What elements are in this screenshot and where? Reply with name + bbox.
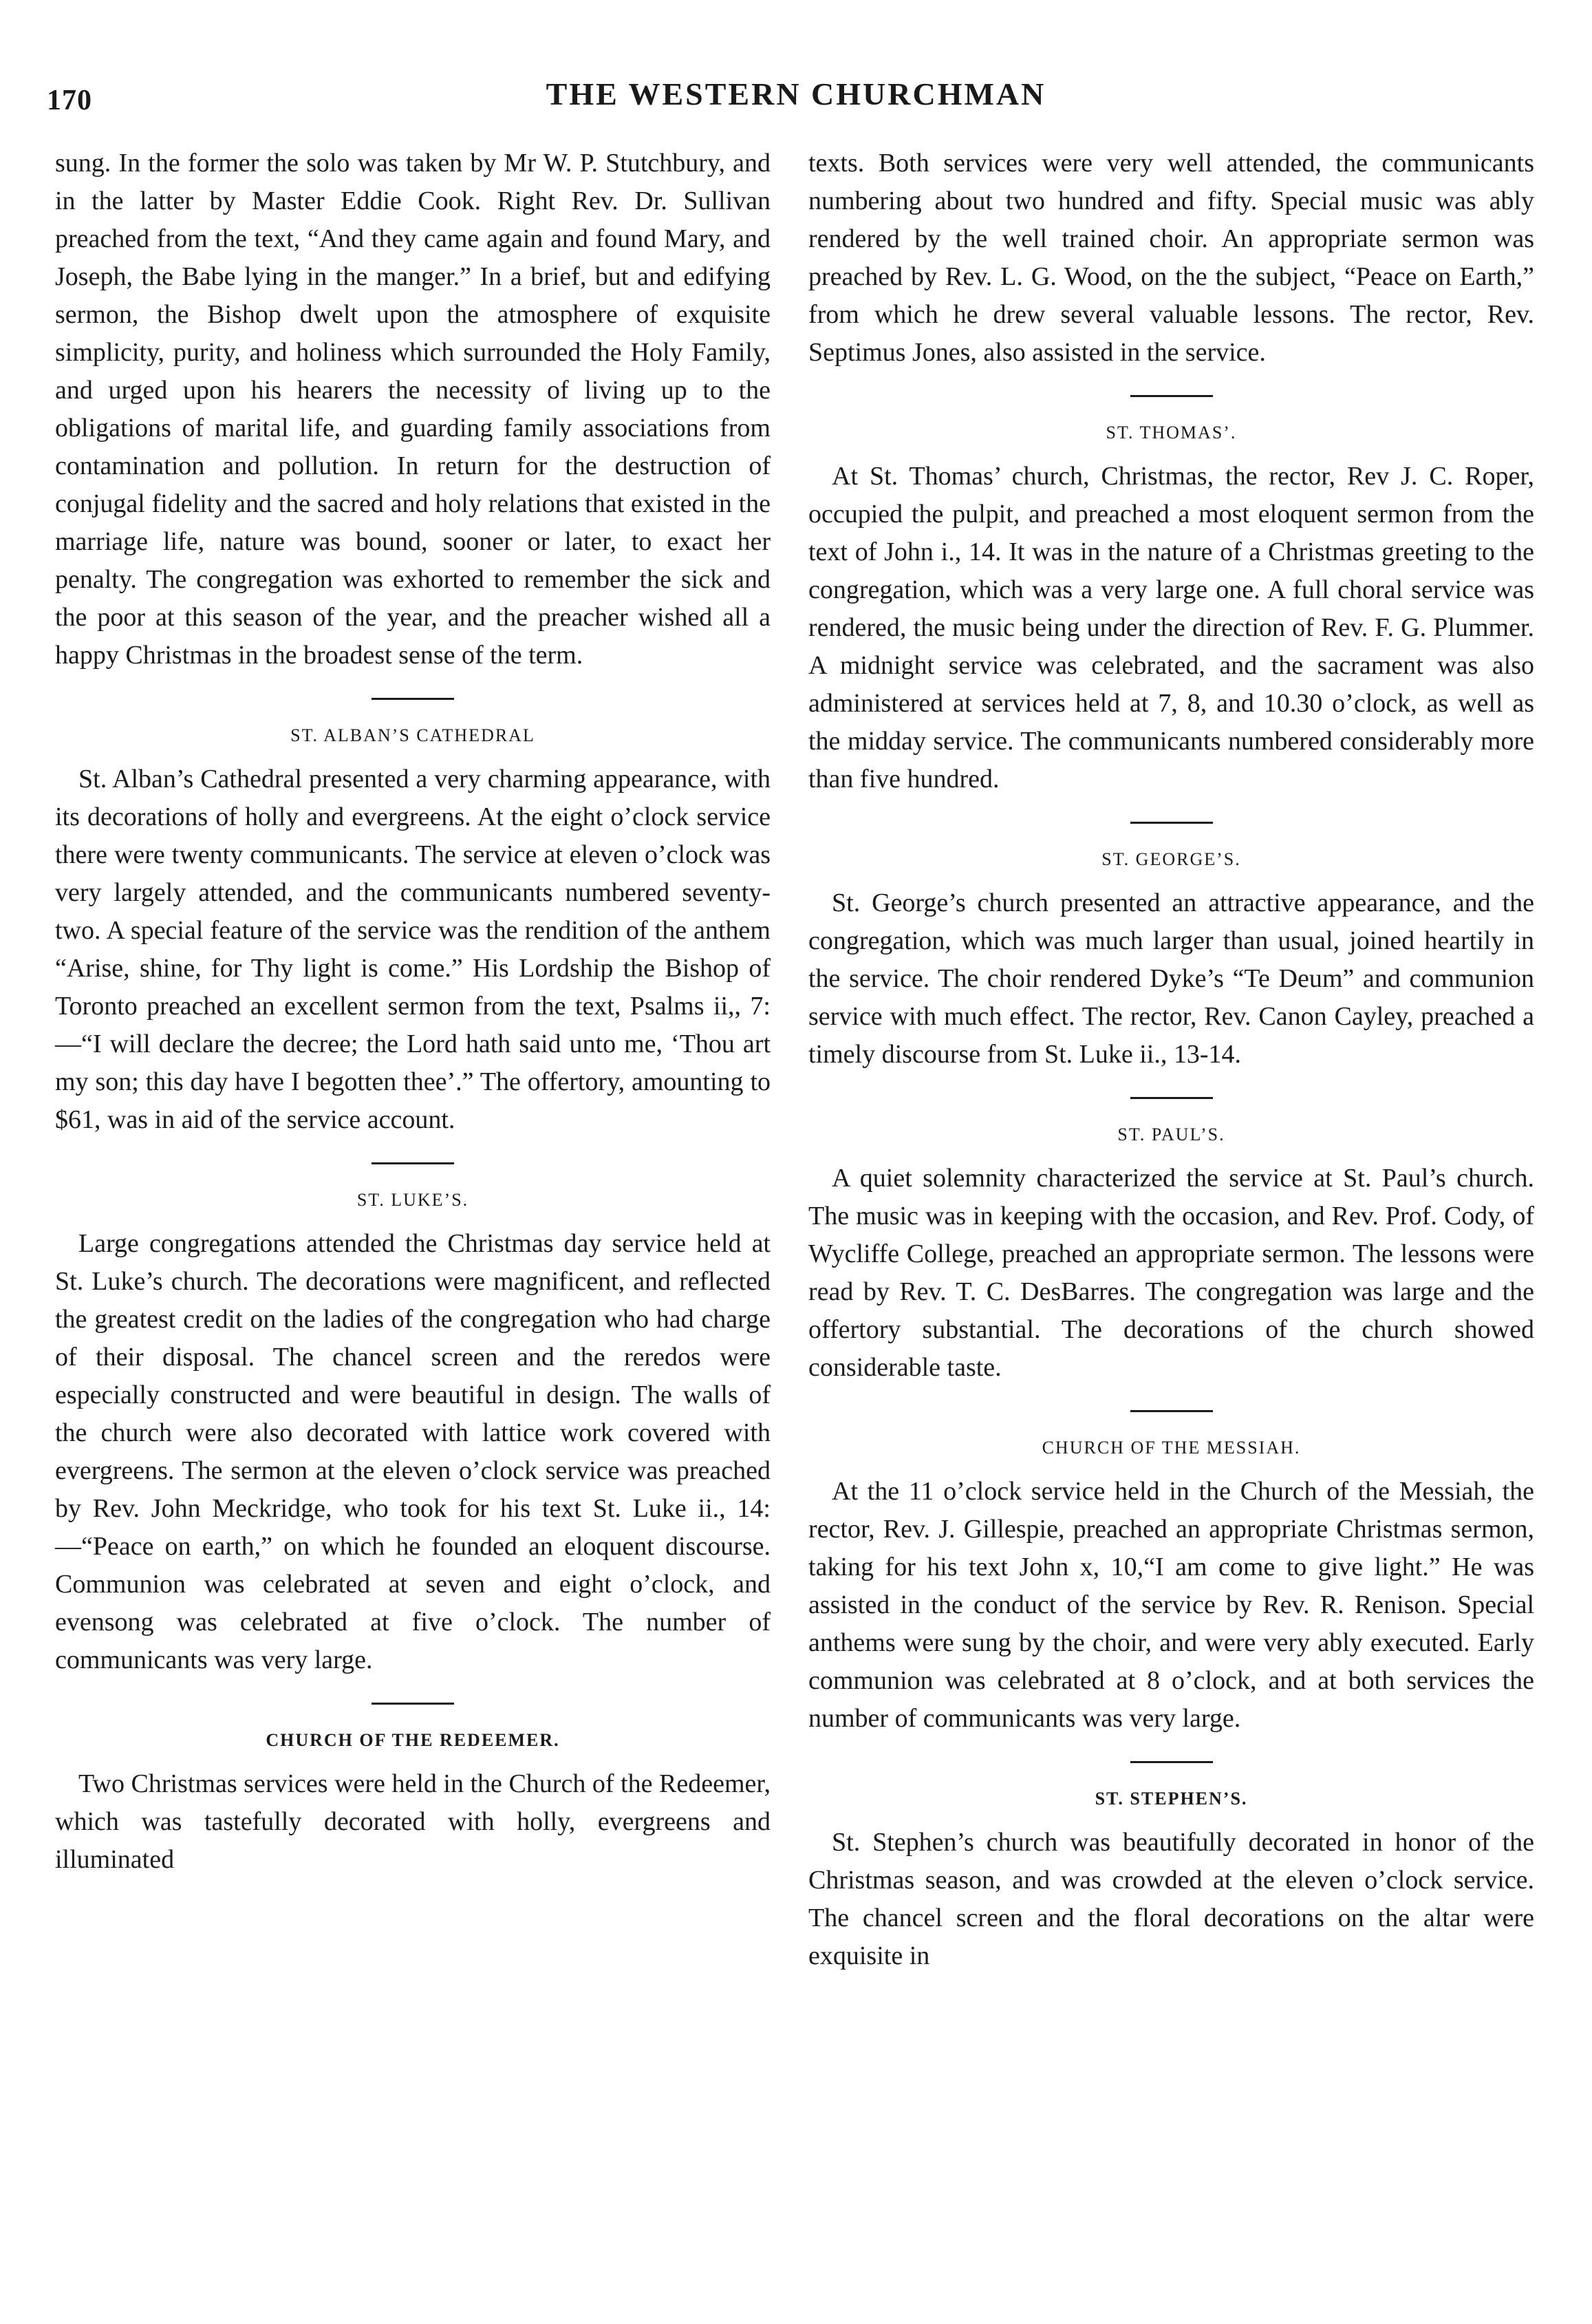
section-heading-st-georges: ST. GEORGE’S. xyxy=(1101,849,1241,869)
page-number: 170 xyxy=(47,85,92,116)
redeemer-paragraph: Two Christmas services were held in the Church of the Redeemer, which was tastefully decorated with holly, evergreens and illuminated xyxy=(55,1769,771,1874)
continuation-paragraph: texts. Both services were very well attended, the communicants numbering about two hundred and fifty. Special music was ably rendered by the well trained choir. An appropriate sermon was preached by Rev. L. G. Wood, on the the subject, “Peace on Earth,” from which he drew several valuable lessons. The rector, Rev. Septimus Jones, also assisted in the service. xyxy=(808,149,1534,367)
intro-paragraph: sung. In the former the solo was taken by Mr W. P. Stutchbury, and in the latter by Master Eddie Cook. Right Rev. Dr. Sullivan preached from the text, “And they came again and found Mary, and Joseph, the Babe lying in the manger.” In a brief, but and edifying sermon, the Bishop dwelt upon the atmosphere of exquisite simplicity, purity, and holiness which surrounded the Holy Family, and urged upon his hearers the necessity of living up to the obligations of marital life, and guarding family associations from contamination and pollution. In return for the destruction of conjugal fidelity and the sacred and holy relations that existed in the marriage life, nature was bound, sooner or later, to exact her penalty. The congregation was exhorted to remember the sick and the poor at this season of the year, and the preacher wished all a happy Christmas in the broadest sense of the term. xyxy=(55,149,771,670)
section-divider xyxy=(1130,1410,1213,1412)
st-stephens-paragraph: St. Stephen’s church was beautifully decorated in honor of the Christmas season, and was crowded at the eleven o’clock service. The chancel screen and the floral decorations on the altar were exquisite in xyxy=(808,1828,1534,1970)
right-column xyxy=(808,145,1534,1975)
section-heading-st-lukes: ST. LUKE’S. xyxy=(356,1190,469,1210)
st-georges-paragraph: St. George’s church presented an attractive appearance, and the congregation, which was much larger than usual, joined heartily in the service. The choir rendered Dyke’s “Te Deum” and communion service with much effect. The rector, Rev. Canon Cayley, preached a timely discourse from St. Luke ii., 13-14. xyxy=(808,888,1534,1069)
st-thomas-paragraph: At St. Thomas’ church, Christmas, the rector, Rev J. C. Roper, occupied the pulpit, and preached a most eloquent sermon from the text of John i., 14. It was in the nature of a Christmas greeting to the congregation, which was a very large one. A full choral service was rendered, the music being under the direction of Rev. F. G. Plummer. A midnight service was celebrated, and the sacrament was also administered at services held at 7, 8, and 10.30 o’clock, as well as the midday service. The communicants numbered considerably more than five hundred. xyxy=(808,462,1534,793)
running-title: THE WESTERN CHURCHMAN xyxy=(546,76,1046,111)
section-heading-messiah: CHURCH OF THE MESSIAH. xyxy=(1042,1438,1301,1458)
section-divider xyxy=(1130,395,1213,397)
messiah-paragraph: At the 11 o’clock service held in the Church of the Messiah, the rector, Rev. J. Gillespie, preached an appropriate Christmas sermon, taking for his text John x, 10,“I am come to give light.” He was assisted in the conduct of the service by Rev. R. Renison. Special anthems were sung by the choir, and were very ably executed. Early communion was celebrated at 8 o’clock, and at both services the number of communicants was very large. xyxy=(808,1477,1534,1733)
section-divider xyxy=(372,698,454,700)
section-heading-st-albans: ST. ALBAN’S CATHEDRAL xyxy=(290,725,535,745)
section-divider xyxy=(372,1162,454,1164)
st-pauls-paragraph: A quiet solemnity characterized the service at St. Paul’s church. The music was in keeping with the occasion, and Rev. Prof. Cody, of Wycliffe College, preached an appropriate sermon. The lessons were read by Rev. T. C. DesBarres. The congregation was large and the offertory substantial. The decorations of the church showed considerable taste. xyxy=(808,1164,1534,1382)
page-header xyxy=(0,0,1592,138)
section-heading-st-stephens: ST. STEPHEN’S. xyxy=(1095,1789,1248,1809)
section-heading-st-pauls: ST. PAUL’S. xyxy=(1117,1124,1225,1144)
left-column xyxy=(55,145,771,1879)
section-divider xyxy=(1130,1761,1213,1763)
section-divider xyxy=(1130,1097,1213,1099)
st-lukes-paragraph: Large congregations attended the Christmas day service held at St. Luke’s church. The decorations were magnificent, and reflected the greatest credit on the ladies of the congregation who had charge of their disposal. The chancel screen and the reredos were especially constructed and were beautiful in design. The walls of the church were also decorated with lattice work covered with evergreens. The sermon at the eleven o’clock service was preached by Rev. John Meckridge, who took for his text St. Luke ii., 14:—“Peace on earth,” on which he founded an eloquent discourse. Communion was celebrated at seven and eight o’clock, and evensong was celebrated at five o’clock. The number of communicants was very large. xyxy=(55,1229,771,1674)
section-heading-redeemer: CHURCH OF THE REDEEMER. xyxy=(266,1730,560,1750)
section-divider xyxy=(1130,822,1213,824)
section-divider xyxy=(372,1703,454,1705)
st-albans-paragraph: St. Alban’s Cathedral presented a very charming appearance, with its decorations of holly and evergreens. At the eight o’clock service there were twenty communicants. The service at eleven o’clock was very largely attended, and the communicants numbered seventy-two. A special feature of the service was the rendition of the anthem “Arise, shine, for Thy light is come.” His Lordship the Bishop of Toronto preached an excellent sermon from the text, Psalms ii,, 7:—“I will declare the decree; the Lord hath said unto me, ‘Thou art my son; this day have I begotten thee’.” The offertory, amounting to $61, was in aid of the service account. xyxy=(55,765,771,1134)
section-heading-st-thomas: ST. THOMAS’. xyxy=(1106,423,1237,443)
